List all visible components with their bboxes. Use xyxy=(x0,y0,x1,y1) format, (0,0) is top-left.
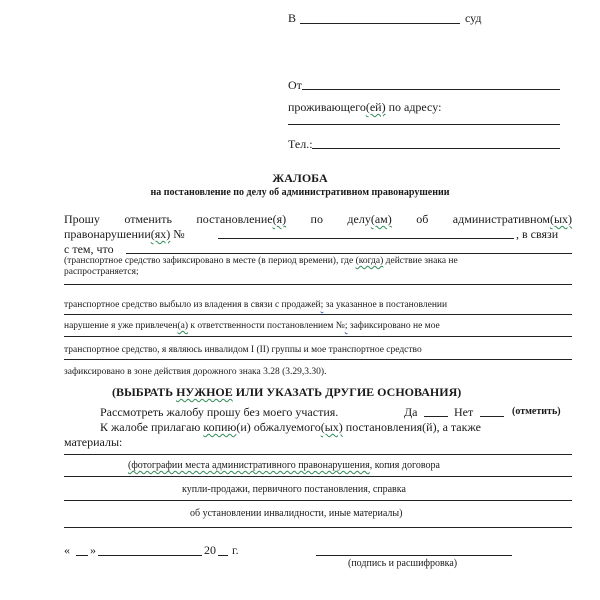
document-title: ЖАЛОБА xyxy=(272,171,328,185)
court-name-field[interactable] xyxy=(300,23,460,24)
request-line-2: правонарушении(ях) № xyxy=(64,227,185,241)
reason-note-3: нарушение я уже привлечен(а) к ответственности постановлением №; зафиксировано не мое xyxy=(64,321,440,331)
attach-field-3[interactable] xyxy=(64,500,572,501)
signature-field[interactable] xyxy=(316,555,512,556)
court-prefix: В xyxy=(288,11,297,25)
yes-field[interactable] xyxy=(424,416,448,417)
reason-note-5: зафиксировано в зоне действия дорожного знака 3.28 (3.29,3.30). xyxy=(64,367,327,377)
case-number-field[interactable] xyxy=(218,238,514,239)
request-line-3: с тем, что xyxy=(64,242,114,256)
reason-note-4: транспортное средство, я являюсь инвалидом I (II) группы и мое транспортное средство xyxy=(64,345,422,355)
attach-note-3: об установлении инвалидности, иные материалы) xyxy=(190,508,403,519)
date-quote-open: « xyxy=(64,543,70,557)
signature-caption: (подпись и расшифровка) xyxy=(348,558,458,569)
request-line-1: Прошу отменить постановление(я) по делу(ам) об административном(ых) xyxy=(64,212,573,226)
request-line-2-end: , в связи xyxy=(516,227,559,241)
reason-field-1[interactable] xyxy=(126,253,572,254)
no-label: Нет xyxy=(454,405,474,419)
reason-note-1b: распространяется; xyxy=(64,267,139,277)
date-day-field[interactable] xyxy=(76,555,88,556)
attach-note-2: купли-продажи, первичного постановления, справка xyxy=(182,484,406,495)
reason-note-2: транспортное средство выбыло из владения в связи с продажей; за указанное в постановлении xyxy=(64,300,448,310)
address-field-1[interactable] xyxy=(288,124,560,125)
attach-note-1: (фотографии места административного правонарушения, копия договора xyxy=(128,460,440,471)
reason-field-4[interactable] xyxy=(64,336,572,337)
mark-note: (отметить) xyxy=(512,406,561,417)
review-text: Рассмотреть жалобу прошу без моего участия. xyxy=(100,405,339,419)
address-label: проживающего(ей) по адресу: xyxy=(288,100,442,114)
date-year-field[interactable] xyxy=(218,555,228,556)
attach-field-1[interactable] xyxy=(64,454,572,455)
attach-line-2: материалы: xyxy=(64,435,123,449)
reason-field-2[interactable] xyxy=(64,284,572,285)
reason-field-5[interactable] xyxy=(64,359,572,360)
phone-field[interactable] xyxy=(312,148,560,149)
reason-field-3[interactable] xyxy=(64,314,572,315)
from-label: От xyxy=(288,78,302,92)
date-year-suffix: г. xyxy=(232,543,239,557)
reason-note-1: (транспортное средство зафиксировано в месте (в период времени), где (когда) действие знака не xyxy=(64,256,458,266)
no-field[interactable] xyxy=(480,416,504,417)
phone-label: Тел.: xyxy=(288,137,313,151)
date-year: 20 xyxy=(204,543,216,557)
document-subtitle: на постановление по делу об административном правонарушении xyxy=(150,187,450,198)
yes-label: Да xyxy=(404,405,418,419)
from-field[interactable] xyxy=(302,89,560,90)
attach-field-2[interactable] xyxy=(64,476,572,477)
attach-line-1: К жалобе прилагаю копию(и) обжалуемого(ых) постановления(й), а также xyxy=(100,420,481,434)
attach-field-4[interactable] xyxy=(64,527,572,528)
choose-instruction: (ВЫБРАТЬ НУЖНОЕ ИЛИ УКАЗАТЬ ДРУГИЕ ОСНОВАНИЯ) xyxy=(112,385,462,399)
date-month-field[interactable] xyxy=(98,555,202,556)
court-suffix: суд xyxy=(465,11,482,25)
date-quote-close: » xyxy=(90,543,96,557)
